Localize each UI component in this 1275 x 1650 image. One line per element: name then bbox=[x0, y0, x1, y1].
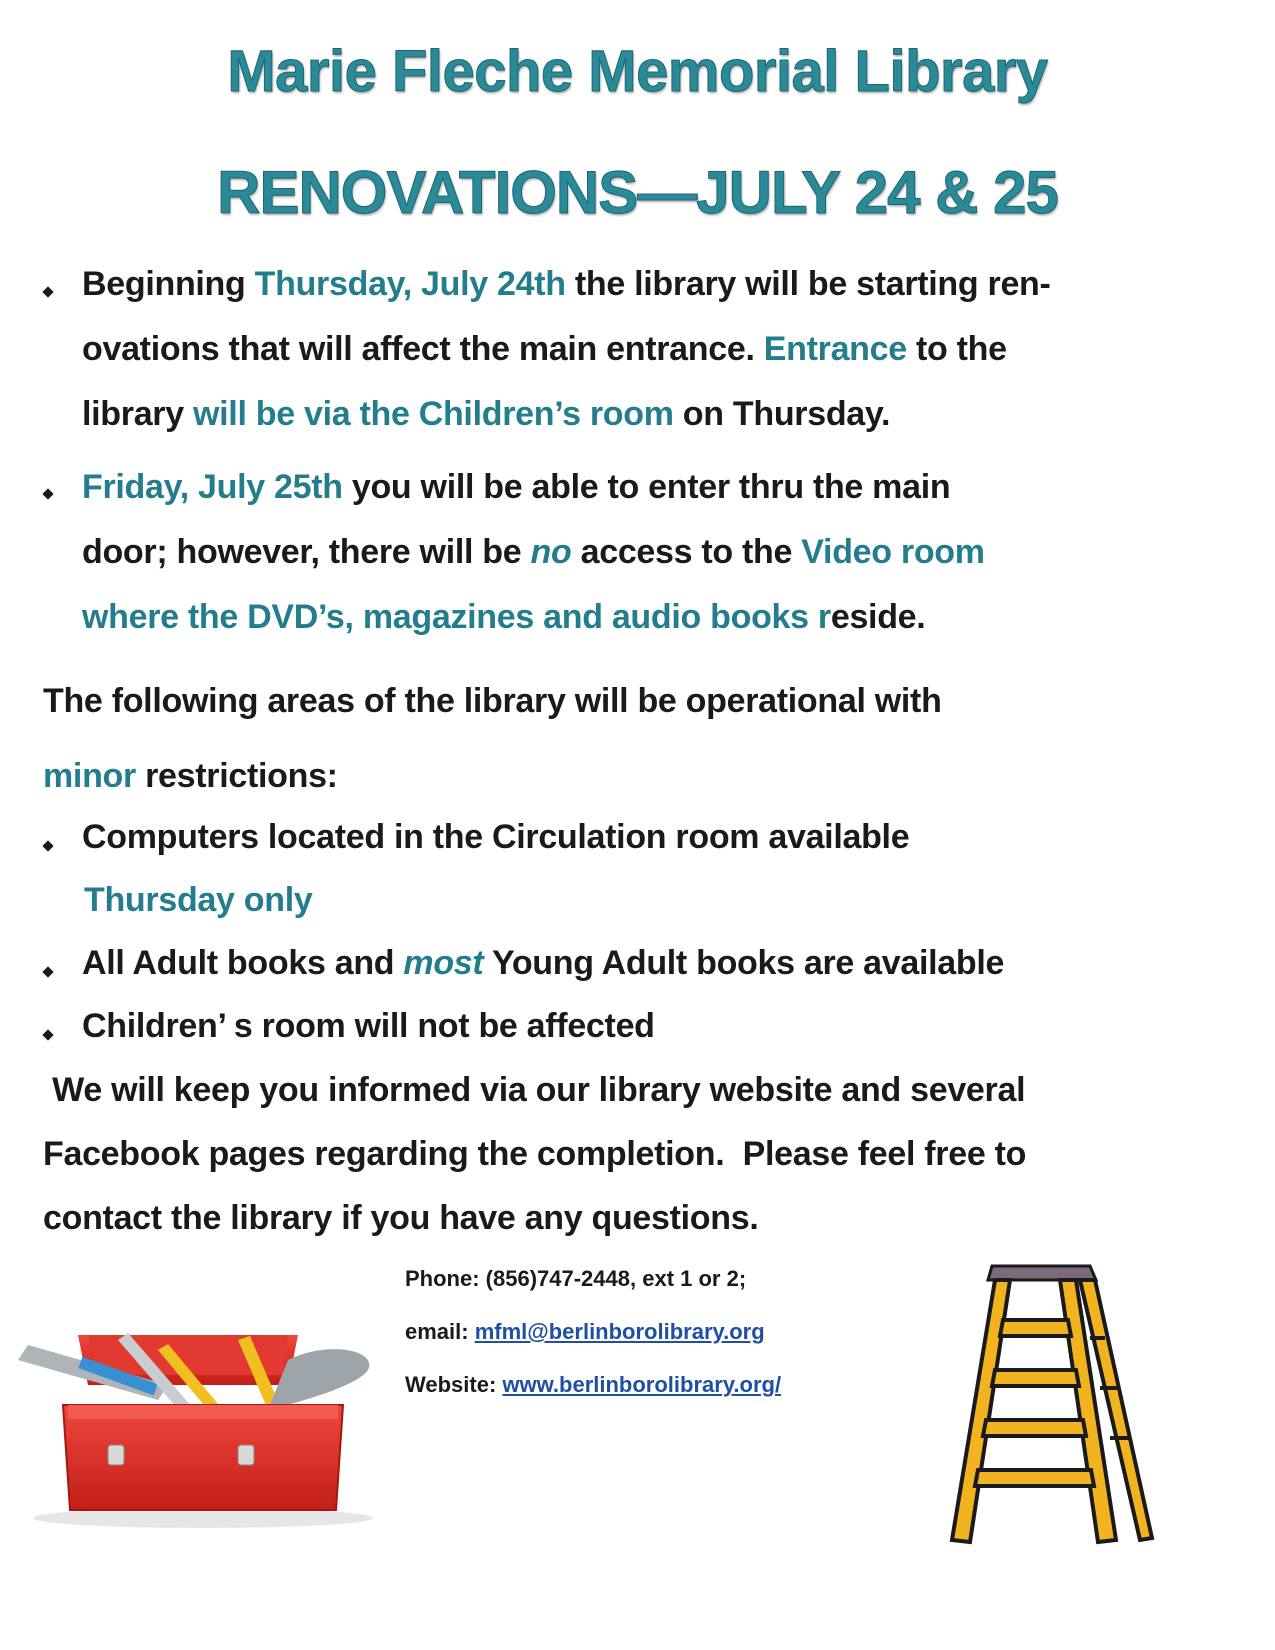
text-line: The following areas of the library will be operational with bbox=[43, 682, 942, 720]
contact-phone: Phone: (856)747-2448, ext 1 or 2; bbox=[405, 1266, 747, 1291]
highlight-date: Thursday, July 24th bbox=[254, 265, 566, 303]
operational-areas-intro bbox=[43, 664, 1243, 814]
highlight-text: Video room bbox=[801, 533, 985, 571]
area-item-childrens-room bbox=[82, 995, 1242, 1058]
website-label: Website: bbox=[405, 1372, 503, 1397]
highlight-date: Friday, July 25th bbox=[82, 468, 343, 506]
ladder-icon bbox=[940, 1258, 1190, 1558]
text-run: Young Adult books are available bbox=[483, 944, 1005, 982]
text-run: eside. bbox=[830, 598, 926, 636]
bullet-marker bbox=[42, 286, 53, 297]
text-line bbox=[82, 520, 1242, 585]
closing-paragraph bbox=[43, 1058, 1243, 1250]
highlight-text: Entrance bbox=[763, 330, 907, 368]
text-run: the library will be starting ren- bbox=[565, 265, 1051, 303]
page-subtitle: RENOVATIONS—JULY 24 & 25 bbox=[217, 159, 1058, 226]
text-line: Children’ s room will not be affected bbox=[82, 1007, 655, 1045]
text-line bbox=[82, 382, 1242, 447]
bullet-marker bbox=[42, 488, 53, 499]
email-label: email: bbox=[405, 1319, 475, 1344]
text-line bbox=[43, 739, 1243, 814]
text-run: you will be able to enter thru the main bbox=[342, 468, 951, 506]
highlight-text: no bbox=[530, 533, 572, 571]
text-run: library bbox=[82, 395, 193, 433]
contact-website bbox=[405, 1372, 781, 1398]
text-run: Beginning bbox=[82, 265, 255, 303]
bullet-marker bbox=[42, 966, 53, 977]
highlight-text: minor bbox=[43, 757, 136, 795]
bullet-video-room-notice bbox=[82, 455, 1242, 650]
text-line bbox=[82, 932, 1242, 995]
page-title: Marie Fleche Memorial Library bbox=[227, 39, 1048, 104]
highlight-text: Thursday only bbox=[84, 881, 313, 919]
text-run: door; however, there will be bbox=[82, 533, 531, 571]
area-item-computers bbox=[82, 806, 1242, 932]
text-line: Computers located in the Circulation room available bbox=[82, 818, 910, 856]
toolbox-icon bbox=[8, 1330, 388, 1530]
contact-email bbox=[405, 1319, 765, 1345]
bullet-marker bbox=[42, 1029, 53, 1040]
email-link[interactable]: mfml@berlinborolibrary.org bbox=[474, 1319, 765, 1344]
text-line bbox=[82, 585, 1242, 650]
highlight-text: most bbox=[403, 944, 484, 982]
text-line: Facebook pages regarding the completion. Please feel free to bbox=[43, 1135, 1027, 1173]
highlight-text: will be via the Children’s room bbox=[193, 395, 674, 433]
text-run: to the bbox=[906, 330, 1007, 368]
text-run: restrictions: bbox=[135, 757, 338, 795]
text-line bbox=[82, 317, 1242, 382]
text-run: on Thursday. bbox=[673, 395, 891, 433]
bullet-entrance-notice bbox=[82, 252, 1242, 447]
text-line: contact the library if you have any questions. bbox=[43, 1199, 759, 1237]
bullet-marker bbox=[42, 840, 53, 851]
text-run: access to the bbox=[571, 533, 802, 571]
text-line bbox=[82, 455, 1242, 520]
website-link[interactable]: www.berlinborolibrary.org/ bbox=[502, 1372, 782, 1397]
text-line bbox=[82, 252, 1242, 317]
highlight-text: where the DVD’s, magazines and audio books r bbox=[82, 598, 831, 636]
text-run: ovations that will affect the main entrance. bbox=[82, 330, 764, 368]
text-run: All Adult books and bbox=[82, 944, 404, 982]
area-item-books bbox=[82, 932, 1242, 995]
text-line: We will keep you informed via our library website and several bbox=[43, 1071, 1026, 1109]
